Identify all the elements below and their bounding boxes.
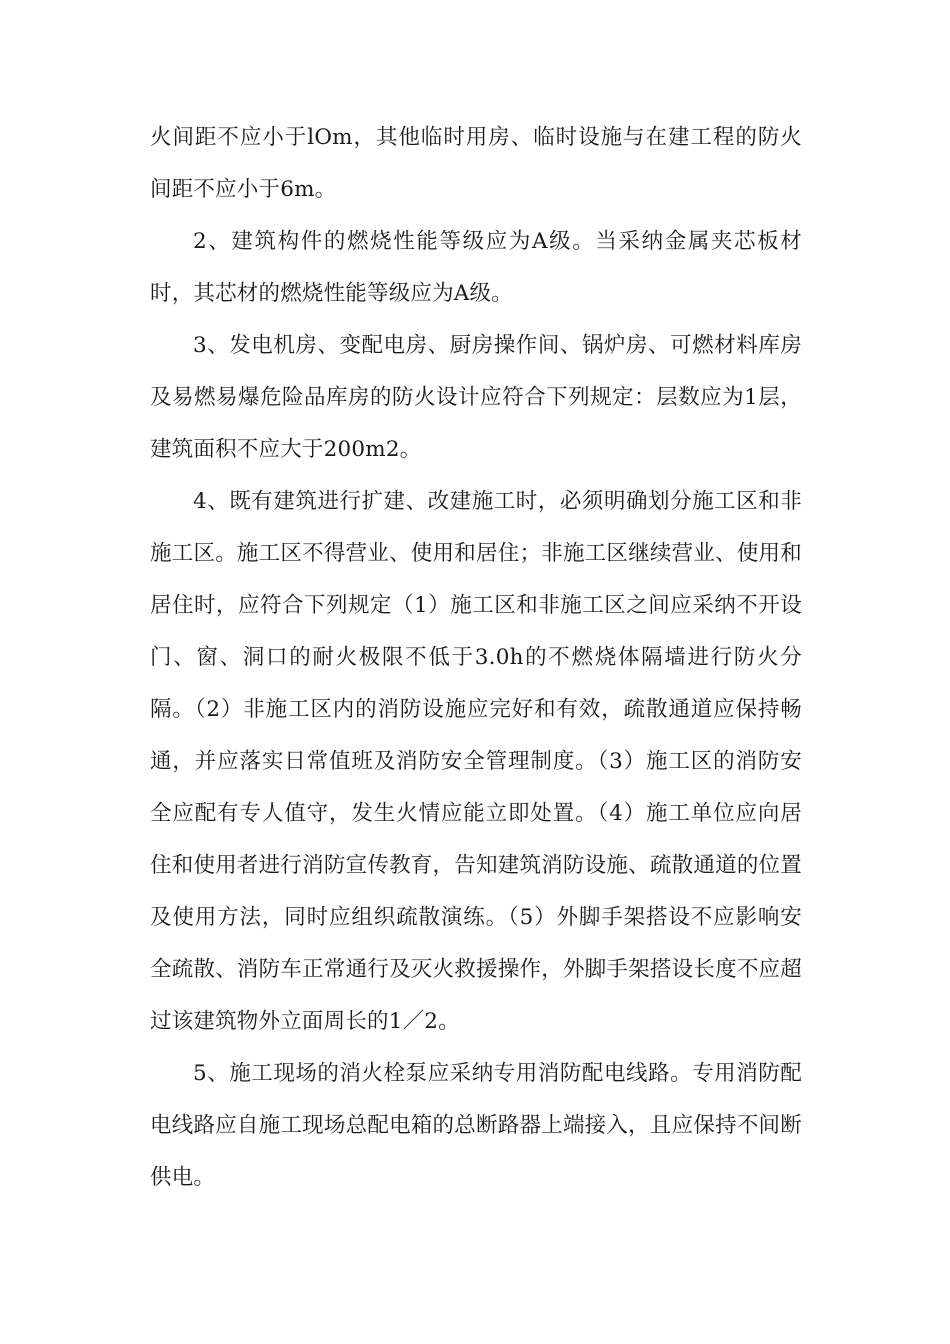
body-text xyxy=(150,112,802,1204)
paragraph-continuation: 火间距不应小于lOm，其他临时用房、临时设施与在建工程的防火间距不应小于6m。 xyxy=(150,125,802,202)
paragraph-item-5: 5、施工现场的消火栓泵应采纳专用消防配电线路。专用消防配电线路应自施工现场总配电箱的总断路器上端接入，且应保持不间断供电。 xyxy=(150,1061,802,1190)
paragraph-item-2: 2、建筑构件的燃烧性能等级应为A级。当采纳金属夹芯板材时，其芯材的燃烧性能等级应为A级。 xyxy=(150,229,802,306)
paragraph-item-3: 3、发电机房、变配电房、厨房操作间、锅炉房、可燃材料库房及易燃易爆危险品库房的防火设计应符合下列规定：层数应为1层，建筑面积不应大于200m2。 xyxy=(150,333,802,462)
paragraph-item-4: 4、既有建筑进行扩建、改建施工时，必须明确划分施工区和非施工区。施工区不得营业、使用和居住；非施工区继续营业、使用和居住时，应符合下列规定（1）施工区和非施工区之间应采纳不开设门、窗、洞口的耐火极限不低于3.0h的不燃烧体隔墙进行防火分隔。（2）非施工区内的消防设施应完好和有效，疏散通道应保持畅通，并应落实日常值班及消防安全管理制度。（3）施工区的消防安全应配有专人值守，发生火情应能立即处置。（4）施工单位应向居住和使用者进行消防宣传教育，告知建筑消防设施、疏散通道的位置及使用方法，同时应组织疏散演练。（5）外脚手架搭设不应影响安全疏散、消防车正常通行及灭火救援操作，外脚手架搭设长度不应超过该建筑物外立面周长的1／2。 xyxy=(150,489,802,1034)
